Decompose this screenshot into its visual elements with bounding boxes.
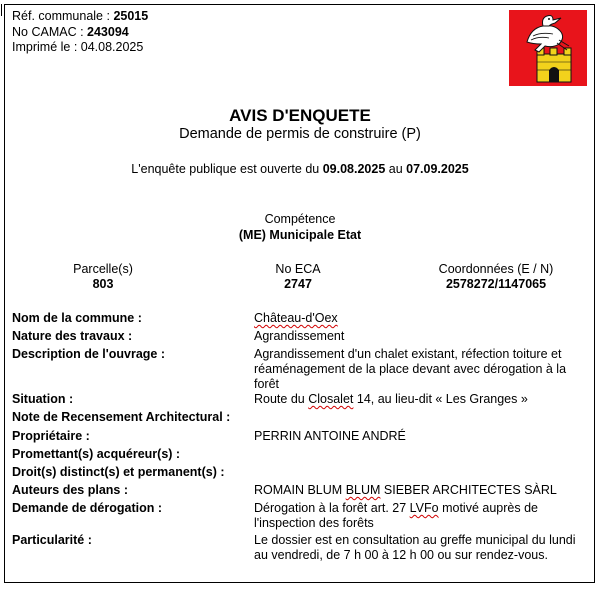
print-date: Imprimé le : 04.08.2025 [12,40,144,54]
field-description: Description de l'ouvrage : Agrandissement d'un chalet existant, réfection toiture et réaménagement de la place devant avec dérogation à la forêt [12,347,567,391]
field-proprietaire: Propriétaire : PERRIN ANTOINE ANDRÉ [12,429,406,443]
enquiry-period: L'enquête publique est ouverte du 09.08.2025 au 07.09.2025 [131,162,469,176]
coordinates-info: Coordonnées (E / N) 2578272/1147065 [438,262,554,291]
camac-number: No CAMAC : 243094 [12,24,129,39]
eca-info: No ECA 2747 [275,262,321,291]
field-droits: Droit(s) distinct(s) et permanent(s) : [12,465,225,479]
header-meta [12,9,148,56]
field-promettant: Promettant(s) acquéreur(s) : [12,447,181,461]
field-particularite: Particularité : Le dossier est en consultation au greffe municipal du lundi au vendredi, de 7 h 00 à 12 h 00 ou sur rendez-vous. [12,533,576,562]
field-commune: Nom de la commune : Château-d'Oex [12,311,338,325]
competence-label: Compétence [264,212,336,226]
field-auteurs: Auteurs des plans : ROMAIN BLUM BLUM SIEBER ARCHITECTES SÀRL [12,483,557,497]
details-list [12,311,587,579]
coat-of-arms-icon [509,10,587,86]
document-subtitle: Demande de permis de construire (P) [179,126,421,142]
field-recensement: Note de Recensement Architectural : [12,410,231,424]
field-nature: Nature des travaux : Agrandissement [12,329,345,343]
field-situation: Situation : Route du Closalet 14, au lieu-dit « Les Granges » [12,392,528,406]
ref-communale: Réf. communale : 25015 [12,9,149,23]
document-title: AVIS D'ENQUETE [229,106,371,125]
text-cursor [1,4,2,16]
parcel-info: Parcelle(s) 803 [73,262,133,291]
competence-value: (ME) Municipale Etat [238,228,362,242]
field-derogation: Demande de dérogation : Dérogation à la forêt art. 27 LVFo motivé auprès de l'inspection des forêts [12,501,538,530]
